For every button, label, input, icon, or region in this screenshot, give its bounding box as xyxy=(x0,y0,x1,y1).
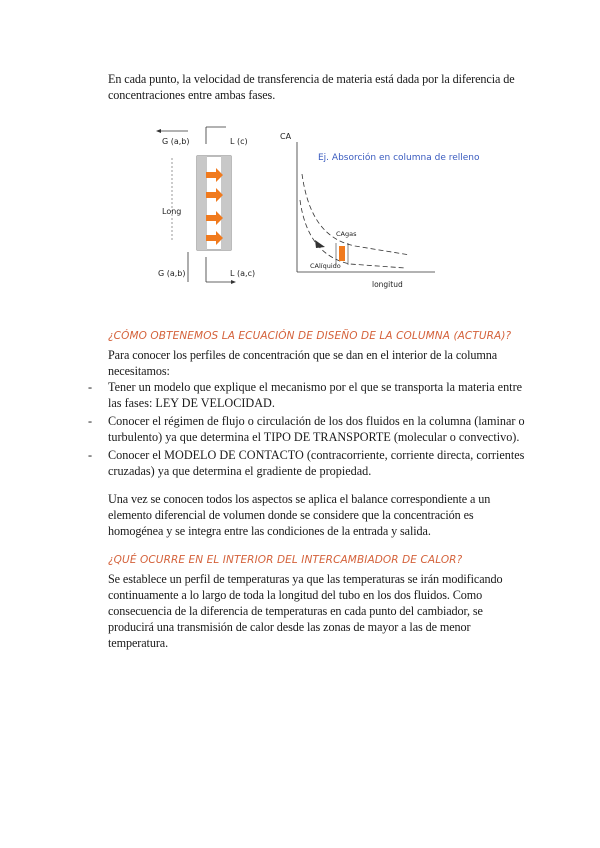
label-g-bottom: G (a,b) xyxy=(158,269,186,278)
section1-closing: Una vez se conocen todos los aspectos se aplica el balance correspondiente a un elemento diferencial de volumen donde se considere que la concentración es homogénea y se integra entre las condiciones de la entrada y salida. xyxy=(108,492,491,538)
bullet-text: Conocer el régimen de flujo o circulación de los dos fluidos en la columna (laminar o turbulento) ya que determina el TIPO DE TRANSPORTE (molecular o convectivo). xyxy=(108,414,525,444)
gas-outlet-arrowhead xyxy=(156,129,161,133)
label-long: Long xyxy=(162,207,182,216)
section1-heading: ¿CÓMO OBTENEMOS LA ECUACIÓN DE DISEÑO DE LA COLUMNA (ACTURA)? xyxy=(108,330,512,342)
intro-paragraph: En cada punto, la velocidad de transferencia de materia está dada por la diferencia de concentraciones entre ambas fases. xyxy=(108,72,515,102)
label-l-bottom: L (a,c) xyxy=(230,269,256,278)
axis-x-label: longitud xyxy=(372,280,403,289)
section1-bullet-list xyxy=(88,379,528,481)
concentration-plot xyxy=(280,132,480,289)
plot-title: Ej. Absorción en columna de relleno xyxy=(318,153,480,163)
bullet-text: Conocer el MODELO DE CONTACTO (contracorriente, corriente directa, corrientes cruzadas) ya que determina el gradiente de propiedad. xyxy=(108,448,525,478)
liquid-phase-region xyxy=(221,156,231,250)
gas-phase-region xyxy=(197,156,207,250)
column-schematic xyxy=(156,127,255,284)
bullet-text: Tener un modelo que explique el mecanismo por el que se transporta la materia entre las fases: LEY DE VELOCIDAD. xyxy=(108,380,523,410)
section2-heading: ¿QUÉ OCURRE EN EL INTERIOR DEL INTERCAMBIADOR DE CALOR? xyxy=(108,554,463,566)
list-item: - Conocer el MODELO DE CONTACTO (contracorriente, corriente directa, corrientes cruzadas) ya que determina el gradiente de propiedad. xyxy=(88,448,525,478)
profile-arrow xyxy=(315,240,325,248)
axis-y-label: CA xyxy=(280,132,292,141)
label-l-top: L (c) xyxy=(230,137,248,146)
absorption-column-diagram xyxy=(150,122,480,298)
label-g-top: G (a,b) xyxy=(162,137,190,146)
label-c-liquid: CAlíquido xyxy=(310,262,341,270)
control-volume xyxy=(339,246,345,261)
section2-body: Se establece un perfil de temperaturas ya que las temperaturas se irán modificando continuamente a lo largo de toda la longitud del tubo en los dos fluidos. Como consecuencia de la diferencia de temperaturas en cada punto del cambiador, se producirá una transmisión de calor desde las zonas de mayor a las de menor temperatura. xyxy=(108,572,503,650)
section1-intro: Para conocer los perfiles de concentración que se dan en el interior de la columna necesitamos: xyxy=(108,348,498,378)
label-c-gas: CAgas xyxy=(336,230,357,238)
list-item: - Conocer el régimen de flujo o circulación de los dos fluidos en la columna (laminar o turbulento) ya que determina el TIPO DE TRANSPORTE (molecular o convectivo). xyxy=(88,414,525,444)
list-item: - Tener un modelo que explique el mecanismo por el que se transporta la materia entre las fases: LEY DE VELOCIDAD. xyxy=(88,380,523,410)
